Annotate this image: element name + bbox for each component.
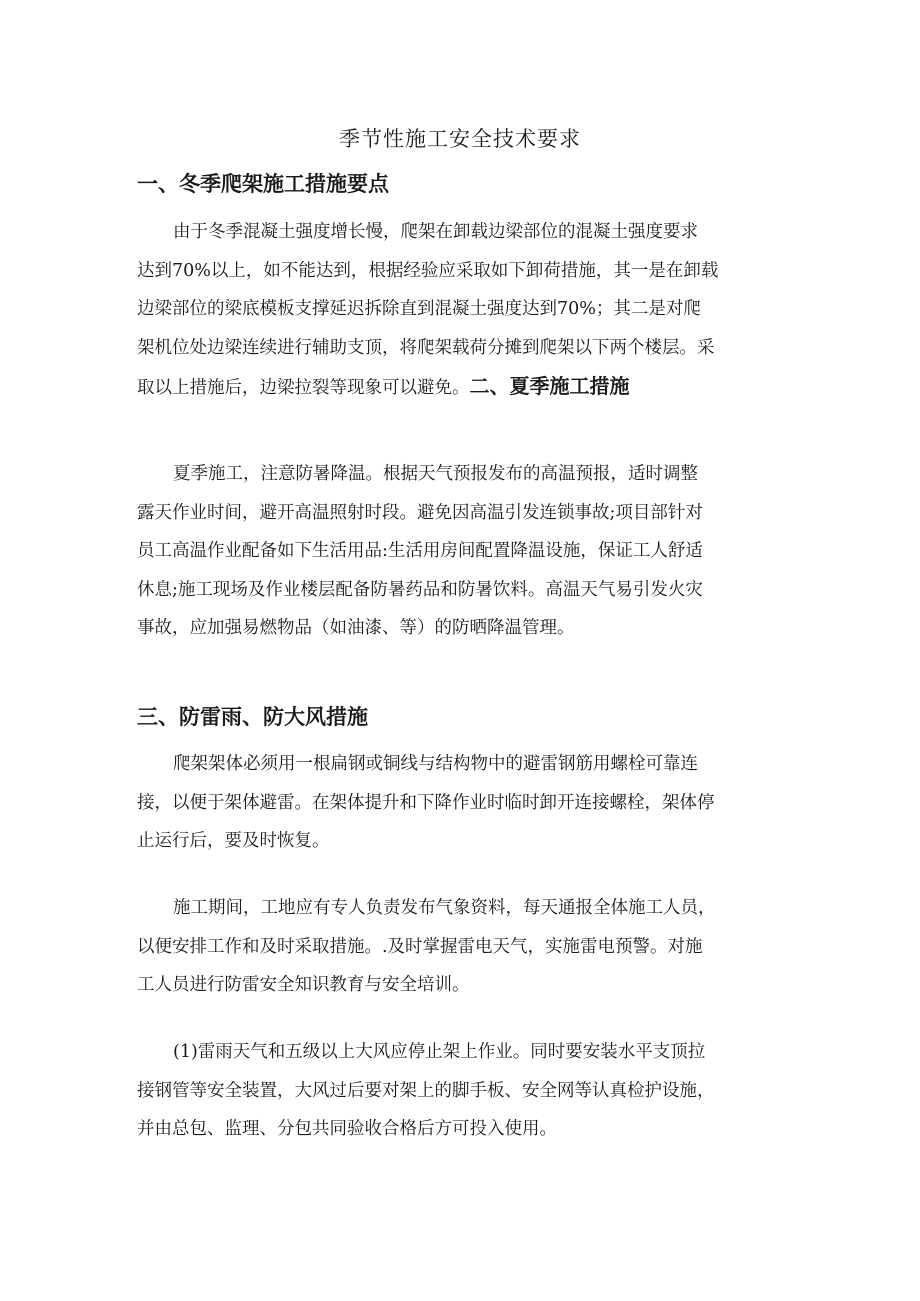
paragraph-line: 员工高温作业配备如下生活用品:生活用房间配置降温设施，保证工人舒适 xyxy=(137,541,703,561)
paragraph-line: 事故，应加强易燃物品（如油漆、等）的防晒降温管理。 xyxy=(137,618,575,638)
paragraph-line-with-heading xyxy=(137,367,797,408)
paragraph-line: 工人员进行防雷安全知识教育与安全培训。 xyxy=(137,975,470,995)
section-1-paragraph xyxy=(137,213,797,408)
paragraph-line: 以便安排工作和及时采取措施。.及时掌握雷电天气，实施雷电预警。对施 xyxy=(137,936,703,957)
section-2-paragraph xyxy=(137,455,797,648)
paragraph-line: 架机位处边梁连续进行辅助支顶，将爬架载荷分摊到爬架以下两个楼层。采 xyxy=(137,337,715,358)
section-3-paragraph-2 xyxy=(137,889,797,1005)
paragraph-line: 爬架架体必须用一根扁钢或铜线与结构物中的避雷钢筋用螺栓可靠连 xyxy=(173,754,698,774)
paragraph-line: 并由总包、监理、分包共同验收合格后方可投入使用。 xyxy=(137,1119,557,1139)
paragraph-line: 止运行后，要及时恢复。 xyxy=(137,831,330,851)
paragraph-line: 施工期间，工地应有专人负责发布气象资料，每天通报全体施工人员， xyxy=(173,898,716,918)
paragraph-line: 露天作业时间，避开高温照射时段。避免因高温引发连锁事故;项目部针对 xyxy=(137,502,703,523)
section-3-paragraph-1 xyxy=(137,745,797,861)
paragraph-line: 接，以便于架体避雷。在架体提升和下降作业时临时卸开连接螺栓，架体停 xyxy=(137,792,715,813)
paragraph-line: 由于冬季混凝土强度增长慢，爬架在卸载边梁部位的混凝土强度要求 xyxy=(173,222,698,242)
paragraph-line: 接钢管等安全装置，大风过后要对架上的脚手板、安全网等认真检护设施， xyxy=(137,1080,715,1101)
section-2-heading: 二、夏季施工措施 xyxy=(469,374,630,398)
paragraph-line: (1)雷雨天气和五级以上大风应停止架上作业。同时要安装水平支顶拉 xyxy=(173,1042,706,1062)
document-title: 季节性施工安全技术要求 xyxy=(339,127,581,151)
paragraph-line: 夏季施工，注意防暑降温。根据天气预报发布的高温预报，适时调整 xyxy=(173,464,698,484)
paragraph-line: 取以上措施后，边梁拉裂等现象可以避免。 xyxy=(137,378,470,398)
paragraph-line: 达到70%以上，如不能达到，根据经验应采取如下卸荷措施，其一是在卸载 xyxy=(137,260,719,281)
section-3-heading: 三、防雷雨、防大风措施 xyxy=(137,705,368,729)
section-1-heading: 一、冬季爬架施工措施要点 xyxy=(137,172,389,196)
paragraph-line: 边梁部位的梁底模板支撑延迟拆除直到混凝土强度达到70%；其二是对爬 xyxy=(137,299,701,319)
section-3-paragraph-3 xyxy=(137,1033,797,1149)
paragraph-line: 休息;施工现场及作业楼层配备防暑药品和防暑饮料。高温天气易引发火灾 xyxy=(137,579,703,600)
